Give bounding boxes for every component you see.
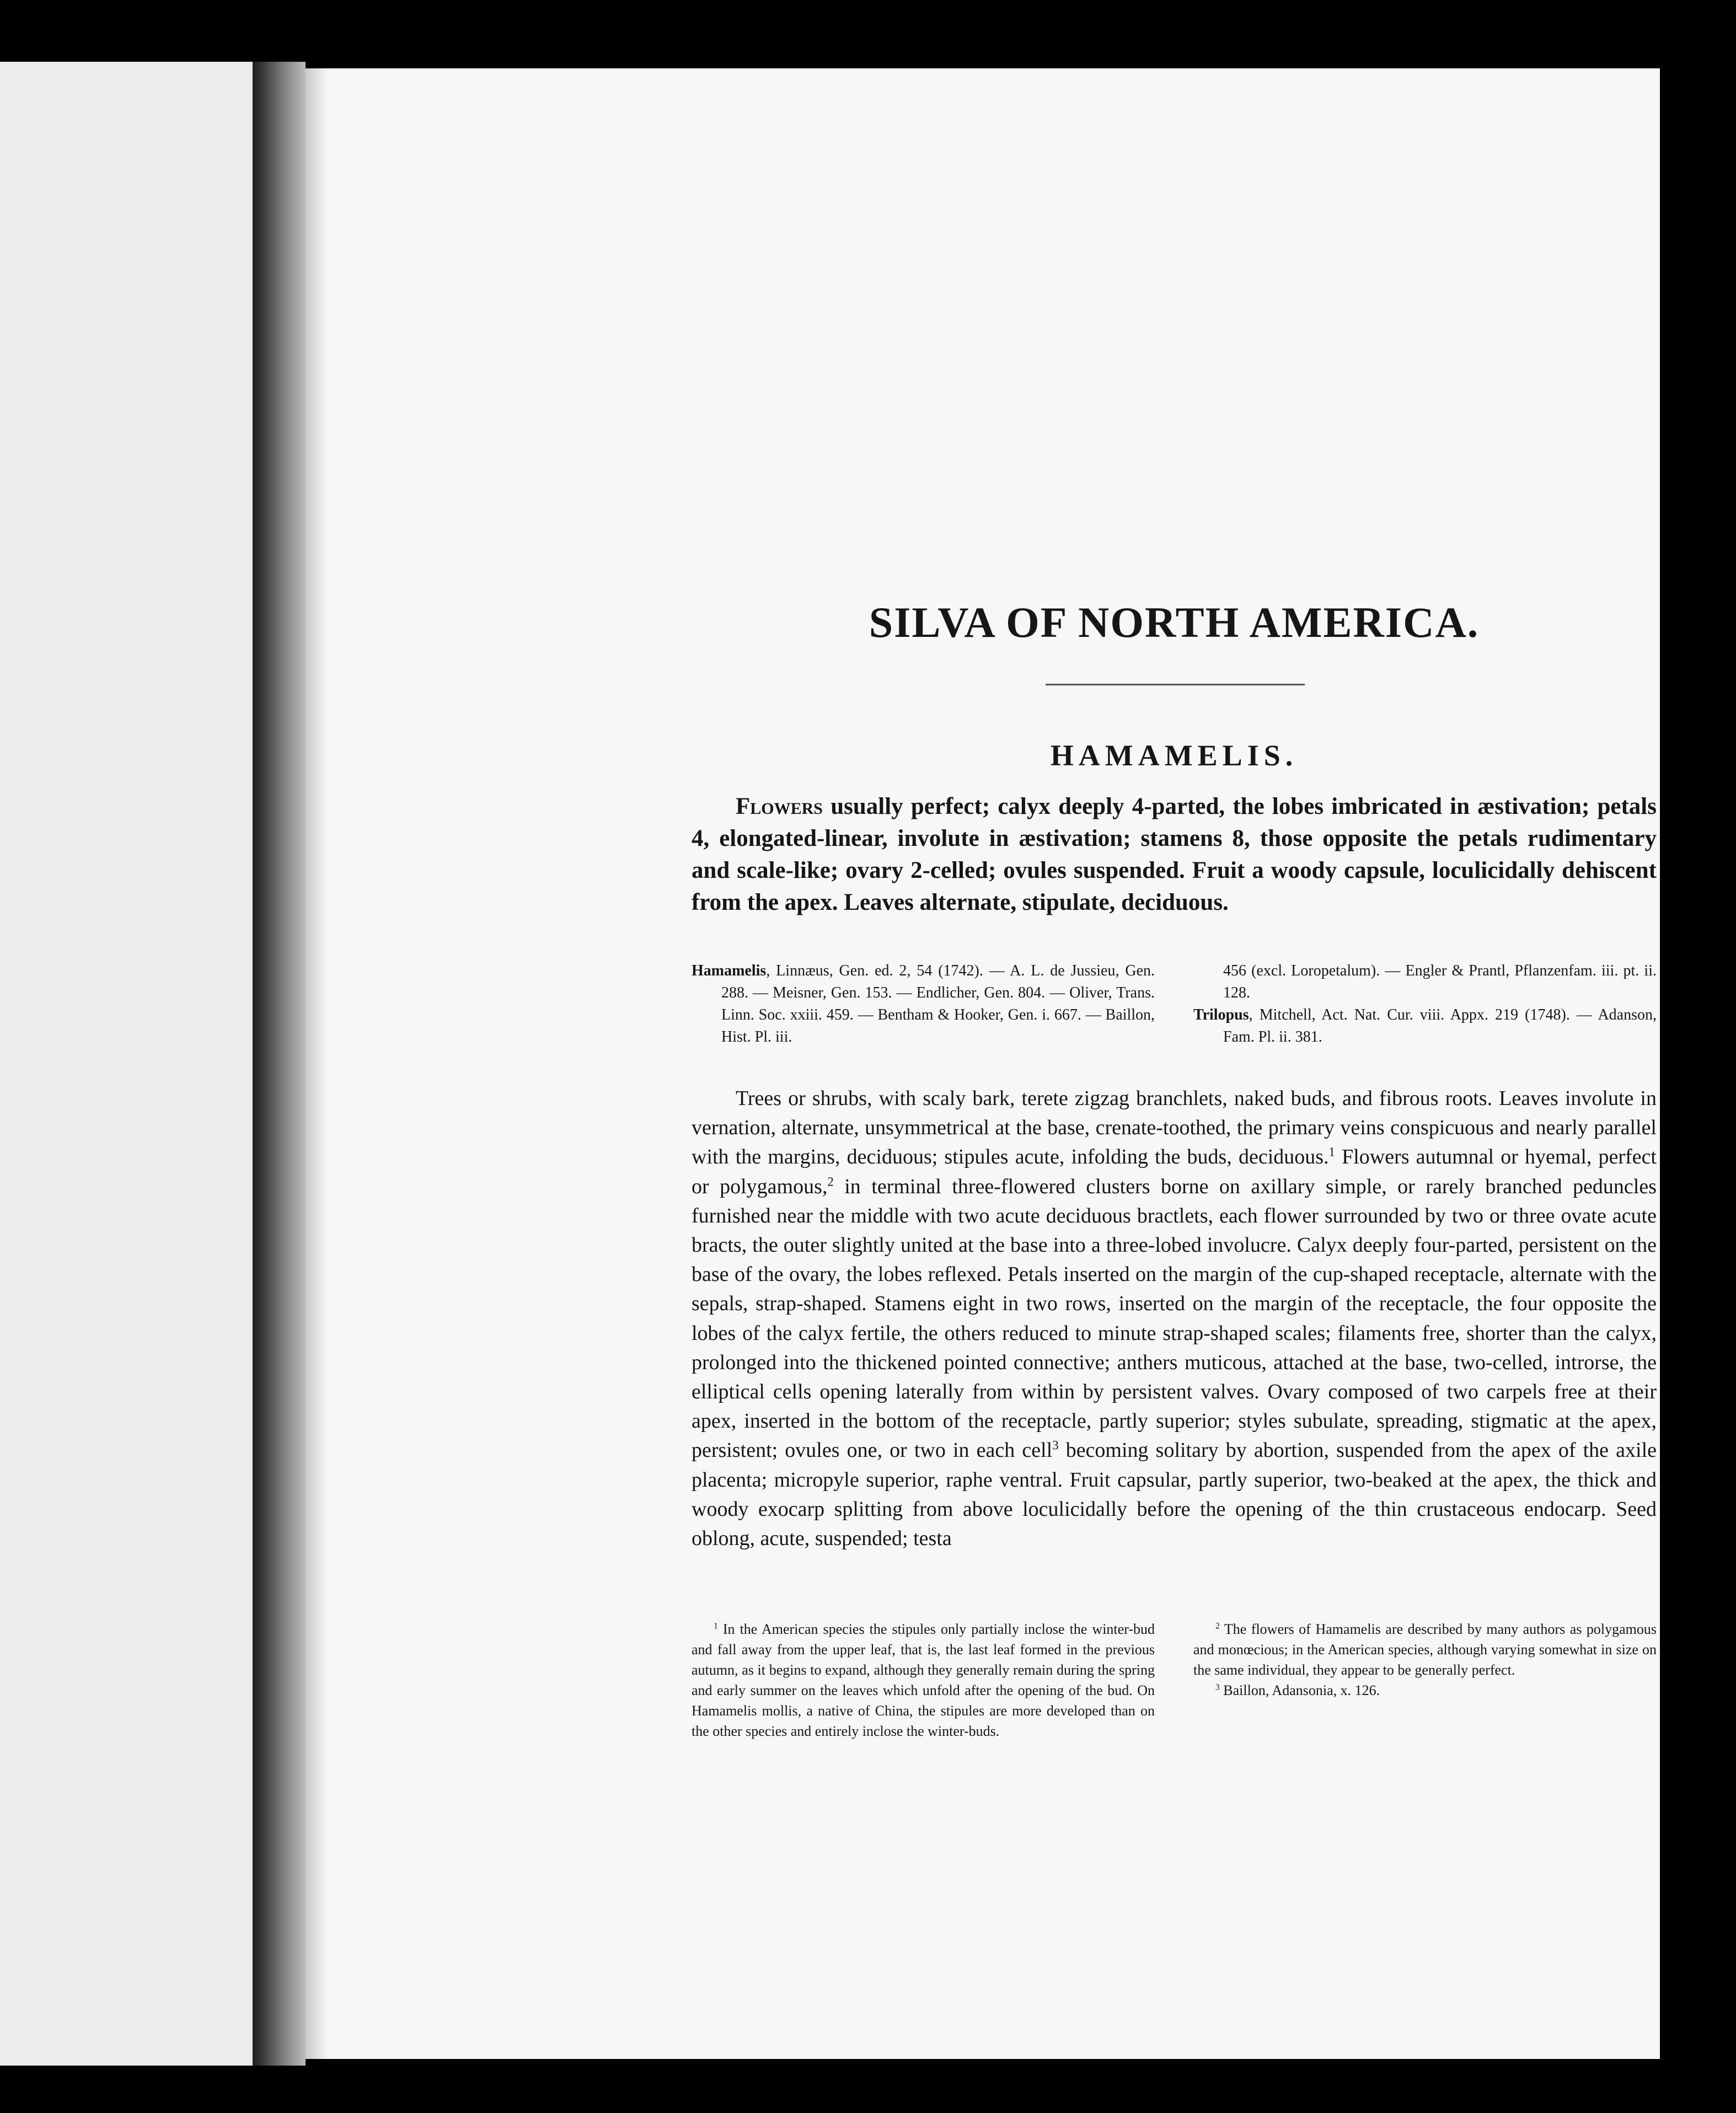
footnote bbox=[1193, 1680, 1657, 1701]
page-shadow bbox=[306, 68, 328, 2059]
scanned-page bbox=[306, 68, 1660, 2059]
footnote-ref: 3 bbox=[1052, 1438, 1059, 1452]
footnote-mark: 2 bbox=[1215, 1621, 1220, 1631]
description-text: in terminal three-flowered clusters borne on axillary simple, or rarely branched peduncles furnished near the middle with two acute deciduous bractlets, each flower surrounded by two or three ovate acute bracts, the outer slightly united at the base into a three-lobed involucre. Calyx deeply four-parted, persistent on the base of the ovary, the lobes reflexed. Petals inserted on the margin of the cup-shaped receptacle, alternate with the sepals, strap-shaped. Stamens eight in two rows, inserted on the margin of the receptacle, the four opposite the lobes of the calyx fertile, the others reduced to minute strap-shaped scales; filaments free, shorter than the calyx, prolonged into the thickened pointed connective; anthers muticous, attached at the base, two-celled, introrse, the elliptical cells opening laterally from within by persistent valves. Ovary composed of two carpels free at their apex, inserted in the bottom of the receptacle, partly superior; styles subulate, spreading, stigmatic at the apex, persistent; ovules one, or two in each cell bbox=[692, 1175, 1657, 1462]
footnotes-left-column bbox=[692, 1619, 1155, 1741]
footnote-ref: 2 bbox=[827, 1174, 834, 1188]
generic-characters bbox=[692, 791, 1657, 919]
synonym-citations: , Linnæus, Gen. ed. 2, 54 (1742). — A. L. de Jussieu, Gen. 288. — Meisner, Gen. 153. — Endlicher, Gen. 804. — Oliver, Trans. Linn. Soc. xxiii. 459. — Bentham & Hooker, Gen. i. 667. — Baillon, Hist. Pl. iii. bbox=[721, 962, 1155, 1045]
footnote bbox=[692, 1619, 1155, 1741]
page-title: SILVA OF NORTH AMERICA. bbox=[869, 598, 1480, 646]
footnote-text: The flowers of Hamamelis are described by many authors as polygamous and monœcious; in the American species, although varying somewhat in size on the same individual, they appear to be generally perfect. bbox=[1193, 1621, 1657, 1678]
synonymy-left-column bbox=[692, 960, 1155, 1048]
footnote-mark: 3 bbox=[1215, 1682, 1220, 1692]
synonymy-entry bbox=[692, 960, 1155, 1048]
footnotes bbox=[692, 1619, 1657, 1741]
synonym-name: Hamamelis bbox=[692, 962, 767, 979]
synonymy-continuation: 456 (excl. Loropetalum). — Engler & Prantl, Pflanzenfam. iii. pt. ii. 128. bbox=[1223, 962, 1657, 1001]
description-text: Flowers autumnal or hyemal, perfect or polygamous, bbox=[692, 1145, 1657, 1198]
characters-lead: Flowers bbox=[736, 793, 823, 819]
footnote-mark: 1 bbox=[714, 1621, 718, 1631]
synonymy-block bbox=[692, 960, 1657, 1048]
description-text: Trees or shrubs, with scaly bark, terete zigzag branchlets, naked buds, and fibrous roots. Leaves involute in vernation, alternate, unsymmetrical at the base, crenate-toothed, the primary veins conspicuous and nearly parallel with the margins, deciduous; stipules acute, infolding the buds, deciduous. bbox=[692, 1087, 1657, 1169]
synonym-citations: , Mitchell, Act. Nat. Cur. viii. Appx. 219 (1748). — Adanson, Fam. Pl. ii. 381. bbox=[1223, 1006, 1657, 1045]
title-rule bbox=[1046, 684, 1305, 685]
footnote-ref: 1 bbox=[1328, 1145, 1335, 1159]
characters-text: usually perfect; calyx deeply 4-parted, the lobes imbricated in æstivation; petals 4, elongated-linear, involute in æstivation; stamens 8, those opposite the petals rudimentary and scale-like; ovary 2-celled; ovules suspended. Fruit a woody capsule, loculicidally dehiscent from the apex. Leaves alternate, stipulate, deciduous. bbox=[692, 793, 1657, 915]
description-text: becoming solitary by abortion, suspended from the apex of the axile placenta; micropyle superior, raphe ventral. Fruit capsular, partly superior, two-beaked at the apex, the thick and woody exocarp splitting from above loculicidally before the opening of the thin crustaceous endocarp. Seed oblong, acute, suspended; testa bbox=[692, 1439, 1657, 1551]
footnotes-right-column bbox=[1193, 1619, 1657, 1741]
footnote-text: Baillon, Adansonia, x. 126. bbox=[1219, 1682, 1380, 1698]
synonym-name: Trilopus bbox=[1193, 1006, 1249, 1023]
synonymy-entry bbox=[1193, 1004, 1657, 1048]
genus-heading: HAMAMELIS. bbox=[1050, 739, 1298, 772]
synonymy-right-column bbox=[1193, 960, 1657, 1048]
book-gutter bbox=[253, 62, 306, 2066]
facing-page bbox=[0, 62, 253, 2066]
footnote-text: In the American species the stipules only partially inclose the winter-bud and fall away from the upper leaf, that is, the last leaf formed in the previous autumn, as it begins to expand, although they generally remain during the spring and early summer on the leaves which unfold after the opening of the bud. On Hamamelis mollis, a native of China, the stipules are more developed than on the other species and entirely inclose the winter-buds. bbox=[692, 1621, 1155, 1739]
footnote bbox=[1193, 1619, 1657, 1680]
genus-description bbox=[692, 1084, 1657, 1553]
